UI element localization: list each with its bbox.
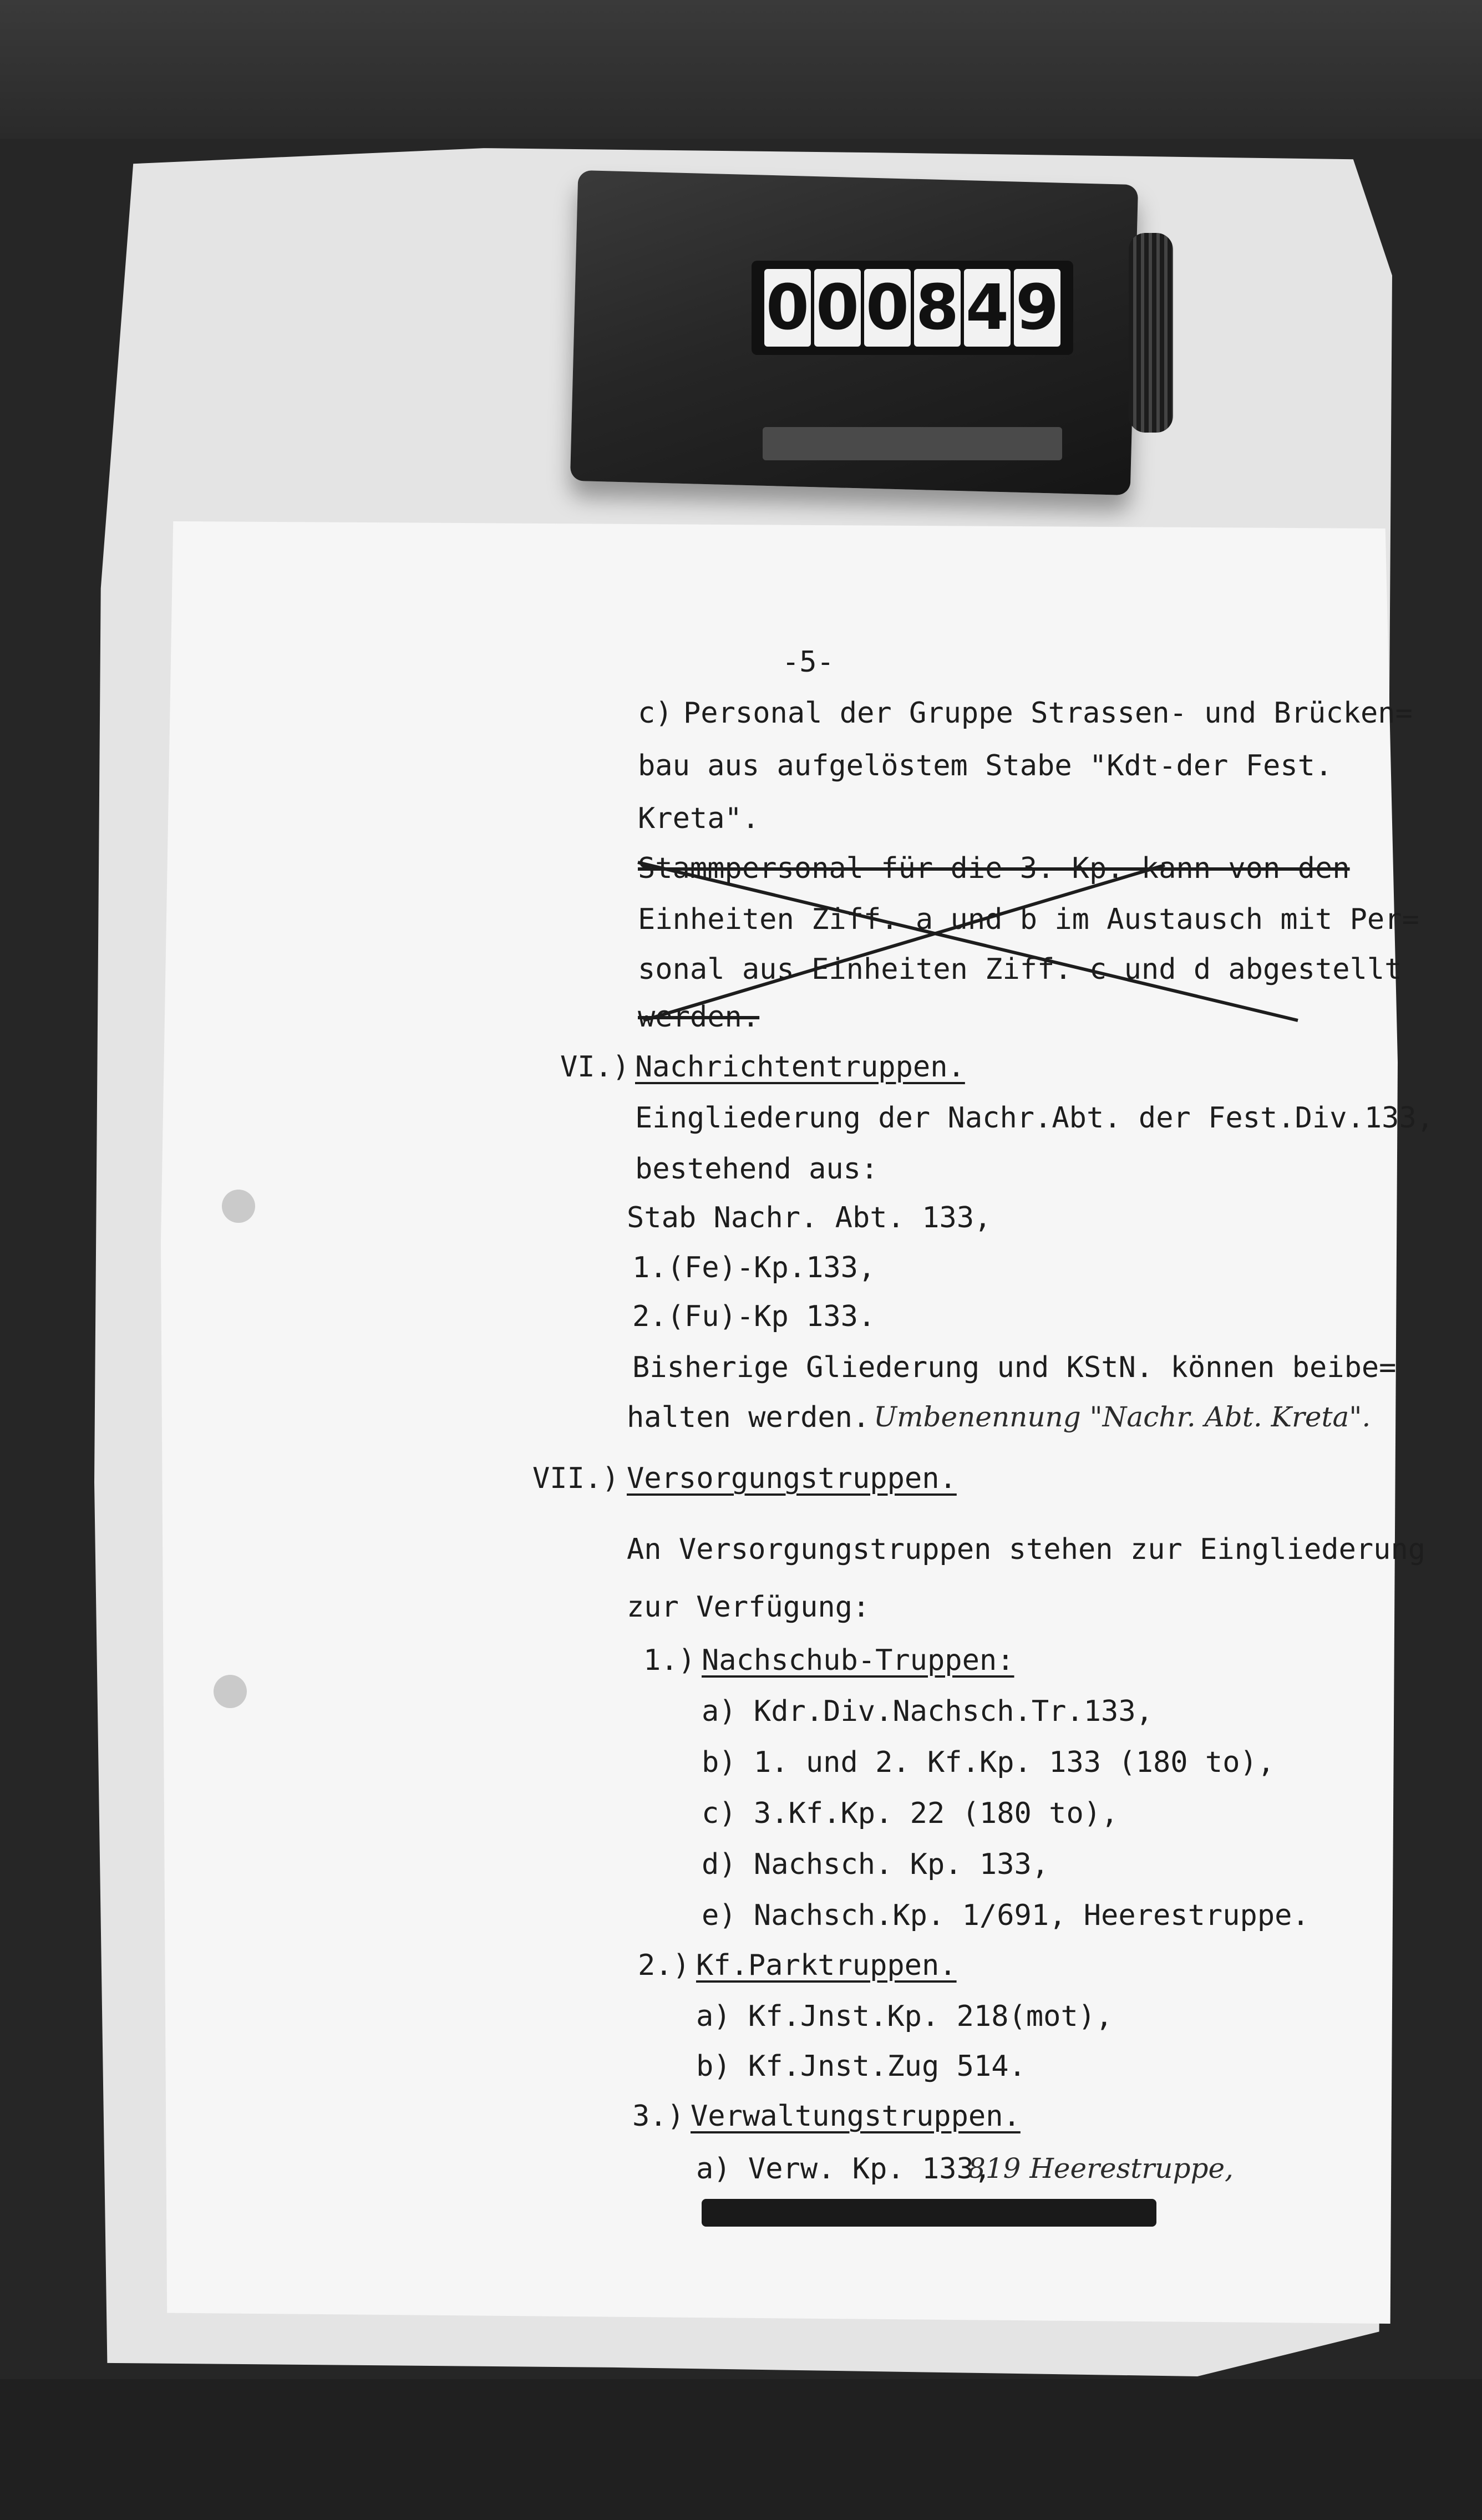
film-border-top	[0, 0, 1482, 139]
section-vi-line: Eingliederung der Nachr.Abt. der Fest.Div.133,	[635, 1101, 1434, 1135]
list-item: b) 1. und 2. Kf.Kp. 133 (180 to),	[702, 1746, 1275, 1779]
section-vi-heading: Nachrichtentruppen.	[635, 1050, 965, 1084]
section-c-line: bau aus aufgelöstem Stabe "Kdt-der Fest.	[638, 749, 1333, 783]
list-item: b) Kf.Jnst.Zug 514.	[696, 2050, 1026, 2083]
counter-knob	[1129, 233, 1173, 433]
page-number: -5-	[782, 646, 834, 679]
group-label: 3.)	[632, 2100, 684, 2133]
list-item: d) Nachsch. Kp. 133,	[702, 1848, 1049, 1881]
section-vi-line: 1.(Fe)-Kp.133,	[632, 1251, 876, 1284]
section-vi-line: 2.(Fu)-Kp 133.	[632, 1300, 876, 1333]
list-item: a) Kf.Jnst.Kp. 218(mot),	[696, 2000, 1113, 2033]
list-item: c) 3.Kf.Kp. 22 (180 to),	[702, 1797, 1119, 1830]
struck-line: Einheiten Ziff. a und b im Austausch mit Per=	[638, 903, 1419, 936]
section-c-line: Kreta".	[638, 802, 760, 835]
section-c-label: c)	[638, 697, 673, 730]
hole-punch-mark	[222, 1190, 255, 1223]
frame-counter-device	[552, 166, 1156, 499]
group-label: 2.)	[638, 1949, 690, 1982]
counter-digit: 8	[914, 269, 961, 347]
counter-nameplate	[763, 427, 1062, 460]
group-heading: Kf.Parktruppen.	[696, 1949, 957, 1982]
section-vi-label: VI.)	[560, 1050, 630, 1084]
list-item: a) Verw. Kp. 133,	[696, 2152, 992, 2186]
section-vi-line: Stab Nachr. Abt. 133,	[627, 1201, 992, 1234]
struck-line: Stammpersonal für die 3. Kp. kann von den	[638, 852, 1350, 885]
hole-punch-mark	[214, 1675, 247, 1708]
handwritten-addition: 819 Heerestruppe,	[968, 2152, 1234, 2184]
section-vii-heading: Versorgungstruppen.	[627, 1462, 957, 1495]
cross-out-mark	[632, 854, 1303, 1026]
section-vi-line: bestehend aus:	[635, 1152, 879, 1186]
blacked-out-line	[702, 2199, 1156, 2227]
counter-digit: 0	[864, 269, 911, 347]
counter-digit: 9	[1014, 269, 1060, 347]
group-heading: Nachschub-Truppen:	[702, 1644, 1014, 1677]
list-item: e) Nachsch.Kp. 1/691, Heerestruppe.	[702, 1899, 1310, 1932]
section-vii-intro: An Versorgungstruppen stehen zur Eingliederung	[627, 1533, 1426, 1566]
group-heading: Verwaltungstruppen.	[691, 2100, 1021, 2133]
section-vii-intro: zur Verfügung:	[627, 1591, 870, 1624]
list-item: a) Kdr.Div.Nachsch.Tr.133,	[702, 1695, 1153, 1728]
section-vii-label: VII.)	[532, 1462, 620, 1495]
handwritten-note: Umbenennung "Nachr. Abt. Kreta".	[874, 1401, 1371, 1433]
counter-digit: 0	[764, 269, 811, 347]
counter-display	[752, 261, 1073, 355]
group-label: 1.)	[643, 1644, 696, 1677]
section-vi-line: halten werden.	[627, 1401, 870, 1434]
struck-line: werden.	[638, 1000, 760, 1034]
counter-digit: 4	[964, 269, 1011, 347]
film-border-bottom	[0, 2379, 1482, 2520]
section-c-line: Personal der Gruppe Strassen- und Brücken=	[683, 697, 1413, 730]
struck-line: sonal aus Einheiten Ziff. c und d abgestellt	[638, 953, 1402, 986]
counter-digit: 0	[814, 269, 861, 347]
section-vi-line: Bisherige Gliederung und KStN. können beibe=	[632, 1351, 1397, 1384]
